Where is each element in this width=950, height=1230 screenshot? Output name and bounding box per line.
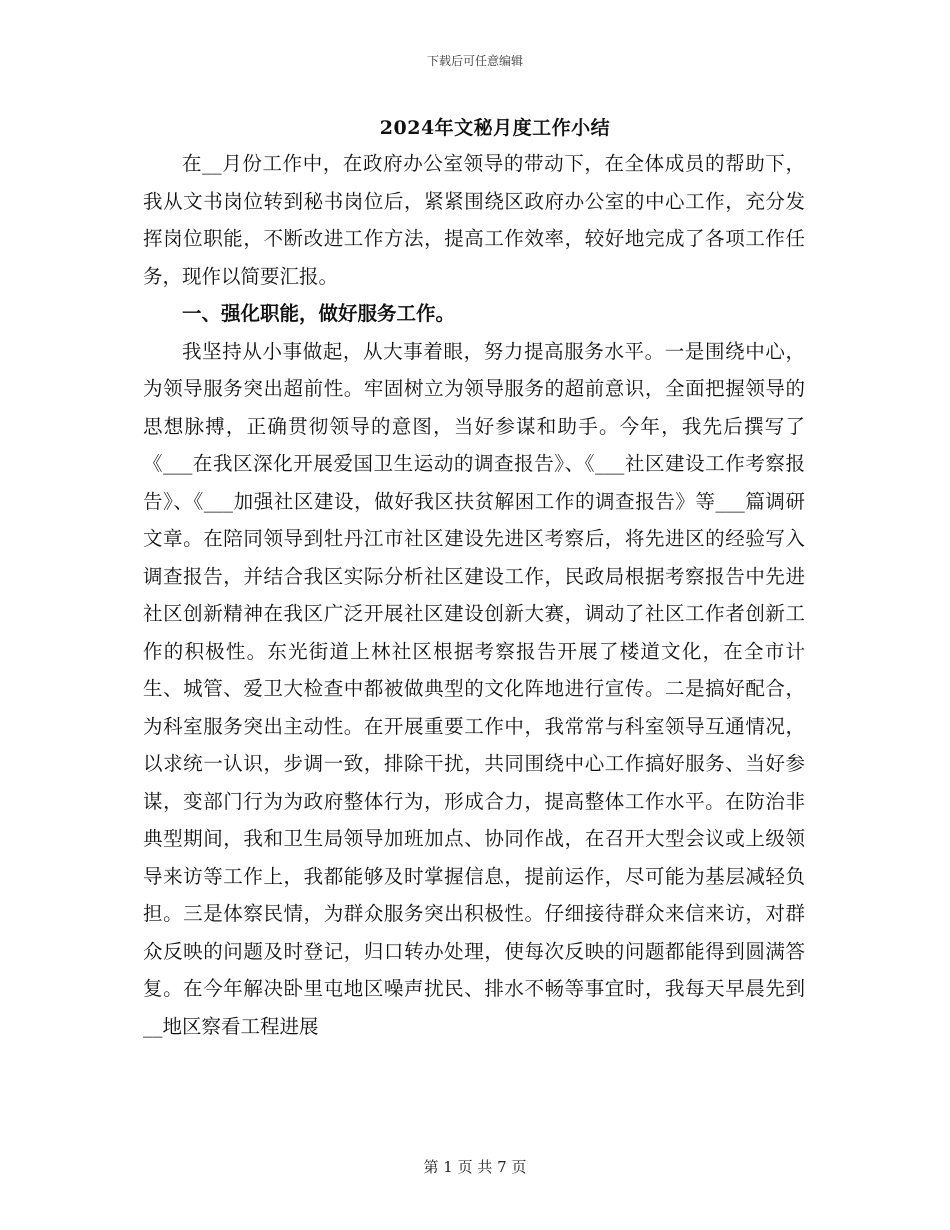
document-title: 2024年文秘月度工作小结 (379, 117, 611, 139)
body-paragraph: 我坚持从小事做起，从大事着眼，努力提高服务水平。一是围绕中心，为领导服务突出超前性。牢固树立为领导服务的超前意识，全面把握领导的思想脉搏，正确贯彻领导的意图，当好参谋和助手。今年，我先后撰写了《___在我区深化开展爱国卫生运动的调查报告》、《___社区建设工作考察报告》、《___加强社区建设，做好我区扶贫解困工作的调查报告》等___篇调研文章。在陪同领导到牡丹江市社区建设先进区考察后，将先进区的经验写入调查报告，并结合我区实际分析社区建设工作，民政局根据考察报告中先进社区创新精神在我区广泛开展社区建设创新大赛，调动了社区工作者创新工作的积极性。东光街道上林社区根据考察报告开展了楼道文化，在全市计生、城管、爱卫大检查中都被做典型的文化阵地进行宣传。二是搞好配合，为科室服务突出主动性。在开展重要工作中，我常常与科室领导互通情况，以求统一认识，步调一致，排除干扰，共同围绕中心工作搞好服务、当好参谋，变部门行为为政府整体行为，形成合力，提高整体工作水平。在防治非典型期间，我和卫生局领导加班加点、协同作战，在召开大型会议或上级领导来访等工作上，我都能够及时掌握信息，提前运作，尽可能为基层减轻负担。三是体察民情，为群众服务突出积极性。仔细接待群众来信来访，对群众反映的问题及时登记，归口转办处理，使每次反映的问题都能得到圆满答复。在今年解决卧里屯地区噪声扰民、排水不畅等事宜时，我每天早晨先到__地区察看工程进展 (143, 339, 805, 1038)
document-body (143, 145, 805, 1045)
header-note: 下载后可任意编辑 (426, 54, 523, 68)
intro-paragraph: 在__月份工作中，在政府办公室领导的带动下，在全体成员的帮助下，我从文书岗位转到秘书岗位后，紧紧围绕区政府办公室的中心工作，充分发挥岗位职能，不断改进工作方法，提高工作效率，较好地完成了各项工作任务，现作以简要汇报。 (143, 152, 805, 288)
page-number: 第 1 页 共 7 页 (423, 1158, 527, 1176)
section-heading: 一、强化职能，做好服务工作。 (182, 302, 456, 325)
